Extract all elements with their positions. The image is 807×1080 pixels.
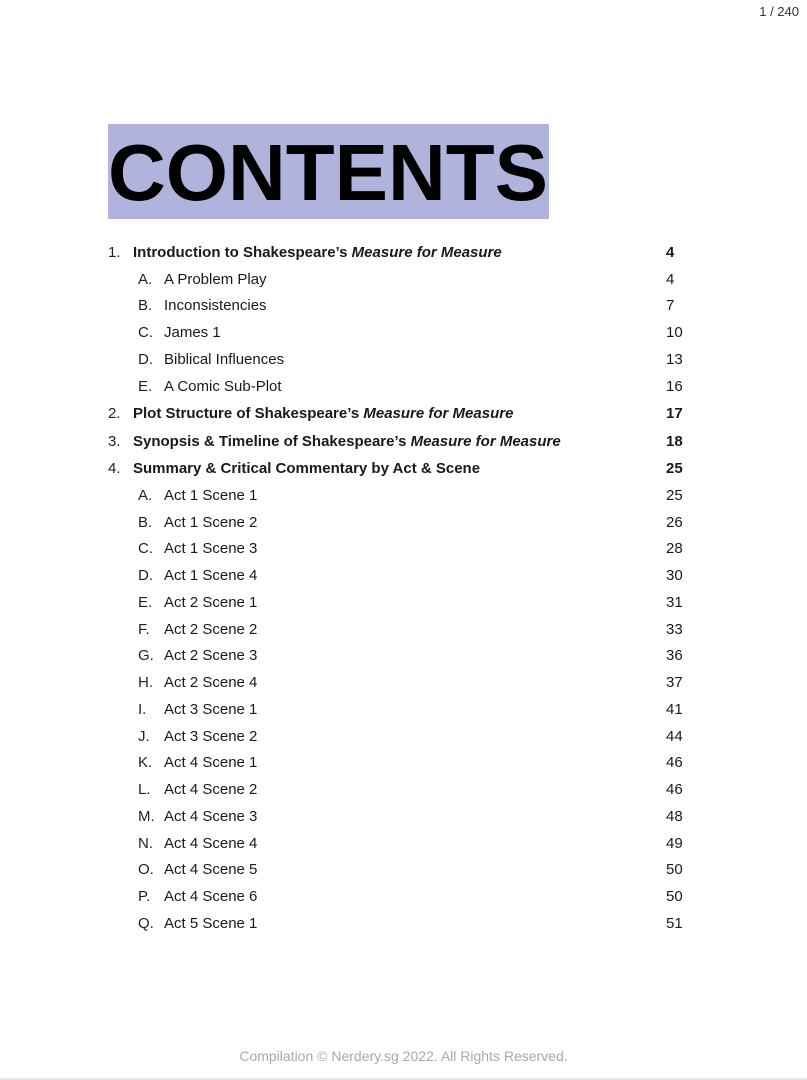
toc-page-number: 10 xyxy=(666,324,683,341)
toc-label xyxy=(164,911,257,938)
toc-label xyxy=(164,724,257,751)
toc-label-text: A Problem Play xyxy=(164,270,267,288)
toc-page-number: 26 xyxy=(666,513,683,531)
toc-label xyxy=(164,536,257,563)
toc-label-text: Act 2 Scene 1 xyxy=(164,593,258,611)
toc-page-number: 36 xyxy=(666,647,683,665)
toc-page-number: 28 xyxy=(666,540,683,558)
toc-subsection[interactable] xyxy=(0,320,807,347)
toc-label-text: Act 5 Scene 1 xyxy=(164,914,258,932)
toc-number: 3. xyxy=(108,432,121,450)
toc-page-number: 46 xyxy=(666,754,683,772)
toc-label xyxy=(164,777,257,804)
toc-page-number: 33 xyxy=(666,620,683,638)
toc-number: 2. xyxy=(108,405,121,423)
toc-page-number: 48 xyxy=(666,807,683,825)
toc-label xyxy=(164,750,257,777)
toc-section[interactable] xyxy=(0,239,807,267)
toc-page-number: 50 xyxy=(666,888,683,905)
toc-subsection[interactable] xyxy=(0,267,807,294)
toc-label-text: Act 4 Scene 1 xyxy=(164,754,258,772)
toc-label xyxy=(164,483,257,510)
toc-section[interactable] xyxy=(0,400,807,428)
page-counter: 1 / 240 xyxy=(759,4,799,19)
toc-label xyxy=(164,831,257,858)
toc-label xyxy=(164,643,257,670)
toc-subsection[interactable] xyxy=(0,777,807,804)
toc-label-text: James 1 xyxy=(164,324,221,341)
toc-number: J. xyxy=(138,727,150,745)
toc-label xyxy=(164,563,257,590)
toc-label xyxy=(133,455,480,483)
toc-page-number: 50 xyxy=(666,861,683,879)
toc-number: Q. xyxy=(138,914,154,932)
toc-label-italic-title: Measure for Measure xyxy=(351,244,502,261)
toc-label-text: Act 4 Scene 2 xyxy=(164,781,258,798)
toc-label-text: Act 3 Scene 2 xyxy=(164,727,258,745)
toc-label xyxy=(164,267,267,294)
toc-number: A. xyxy=(138,486,153,504)
toc-subsection[interactable] xyxy=(0,536,807,563)
toc-number: G. xyxy=(138,647,154,665)
toc-label xyxy=(164,857,257,884)
toc-label xyxy=(164,617,257,644)
toc-label-text: Summary & Critical Commentary by Act & Scene xyxy=(133,460,481,478)
toc-page-number: 31 xyxy=(666,593,683,611)
toc-number: E. xyxy=(138,377,153,395)
toc-subsection[interactable] xyxy=(0,374,807,401)
toc-subsection[interactable] xyxy=(0,510,807,537)
toc-page-number: 17 xyxy=(666,405,683,423)
toc-label-text: Act 1 Scene 3 xyxy=(164,540,258,558)
toc-subsection[interactable] xyxy=(0,804,807,831)
toc-section[interactable] xyxy=(0,428,807,456)
toc-label-text: Inconsistencies xyxy=(164,297,267,315)
toc-label xyxy=(164,510,257,537)
toc-label-text: Act 4 Scene 4 xyxy=(164,834,258,852)
toc-page-number: 51 xyxy=(666,914,683,932)
toc-subsection[interactable] xyxy=(0,293,807,320)
toc-page-number: 4 xyxy=(666,270,675,288)
toc-label xyxy=(164,320,221,347)
toc-page-number: 30 xyxy=(666,567,683,584)
toc-label-text: Biblical Influences xyxy=(164,350,285,368)
toc-label-text: Act 2 Scene 4 xyxy=(164,674,258,691)
toc-number: K. xyxy=(138,754,153,772)
toc-number: M. xyxy=(138,807,155,825)
toc-label-text: Introduction to Shakespeare’s xyxy=(133,244,352,261)
toc-subsection[interactable] xyxy=(0,643,807,670)
toc-page-number: 25 xyxy=(666,460,683,478)
copyright-footer: Compilation © Nerdery.sg 2022. All Rights Reserved. xyxy=(239,1048,568,1064)
table-of-contents xyxy=(0,239,807,938)
toc-number: I. xyxy=(138,700,147,718)
toc-page-number: 18 xyxy=(666,432,683,450)
toc-number: H. xyxy=(138,674,153,691)
toc-subsection[interactable] xyxy=(0,831,807,858)
toc-label xyxy=(164,670,257,697)
toc-subsection[interactable] xyxy=(0,563,807,590)
toc-label-text: Act 1 Scene 2 xyxy=(164,513,258,531)
toc-label-text: Act 1 Scene 4 xyxy=(164,567,258,584)
toc-page-number: 16 xyxy=(666,377,683,395)
toc-number: C. xyxy=(138,324,153,341)
toc-number: D. xyxy=(138,350,153,368)
toc-page-number: 46 xyxy=(666,781,683,798)
toc-page-number: 44 xyxy=(666,727,683,745)
toc-label xyxy=(133,428,561,456)
toc-subsection[interactable] xyxy=(0,750,807,777)
toc-subsection[interactable] xyxy=(0,857,807,884)
toc-subsection[interactable] xyxy=(0,347,807,374)
toc-page-number: 37 xyxy=(666,674,683,691)
toc-subsection[interactable] xyxy=(0,697,807,724)
toc-number: N. xyxy=(138,834,153,852)
toc-number: 1. xyxy=(108,244,121,261)
toc-subsection[interactable] xyxy=(0,884,807,911)
toc-number: E. xyxy=(138,593,153,611)
toc-number: 4. xyxy=(108,460,121,478)
toc-label-text: Act 4 Scene 5 xyxy=(164,861,258,879)
toc-number: D. xyxy=(138,567,153,584)
toc-label xyxy=(164,293,267,320)
toc-label-text: Act 1 Scene 1 xyxy=(164,486,258,504)
toc-subsection[interactable] xyxy=(0,483,807,510)
toc-label-text: Act 2 Scene 3 xyxy=(164,647,258,665)
toc-page-number: 49 xyxy=(666,834,683,852)
toc-page-number: 7 xyxy=(666,297,675,315)
toc-label xyxy=(164,884,257,911)
toc-subsection[interactable] xyxy=(0,670,807,697)
toc-number: B. xyxy=(138,297,153,315)
toc-label xyxy=(164,804,257,831)
toc-number: O. xyxy=(138,861,154,879)
toc-label xyxy=(164,347,284,374)
toc-subsection[interactable] xyxy=(0,911,807,938)
toc-section[interactable] xyxy=(0,455,807,483)
toc-label-text: Act 4 Scene 3 xyxy=(164,807,258,825)
toc-subsection[interactable] xyxy=(0,617,807,644)
toc-label-text: Synopsis & Timeline of Shakespeare’s xyxy=(133,432,411,450)
toc-number: C. xyxy=(138,540,153,558)
toc-label-text: Act 3 Scene 1 xyxy=(164,700,258,718)
toc-subsection[interactable] xyxy=(0,590,807,617)
toc-label xyxy=(133,400,513,428)
toc-number: L. xyxy=(138,781,151,798)
toc-label-italic-title: Measure for Measure xyxy=(363,405,514,423)
toc-label-text: Act 2 Scene 2 xyxy=(164,620,258,638)
toc-page-number: 13 xyxy=(666,350,683,368)
toc-number: A. xyxy=(138,270,153,288)
toc-label-italic-title: Measure for Measure xyxy=(410,432,561,450)
toc-label xyxy=(164,374,282,401)
toc-label xyxy=(164,590,257,617)
toc-page-number: 41 xyxy=(666,700,683,718)
toc-label xyxy=(133,239,502,267)
toc-subsection[interactable] xyxy=(0,724,807,751)
toc-number: P. xyxy=(138,888,151,905)
toc-number: B. xyxy=(138,513,153,531)
toc-number: F. xyxy=(138,620,150,638)
toc-label-text: A Comic Sub-Plot xyxy=(164,377,282,395)
toc-page-number: 25 xyxy=(666,486,683,504)
page-title: CONTENTS xyxy=(108,128,548,217)
toc-label-text: Plot Structure of Shakespeare’s xyxy=(133,405,364,423)
toc-page-number: 4 xyxy=(666,244,675,261)
toc-label xyxy=(164,697,257,724)
toc-label-text: Act 4 Scene 6 xyxy=(164,888,258,905)
